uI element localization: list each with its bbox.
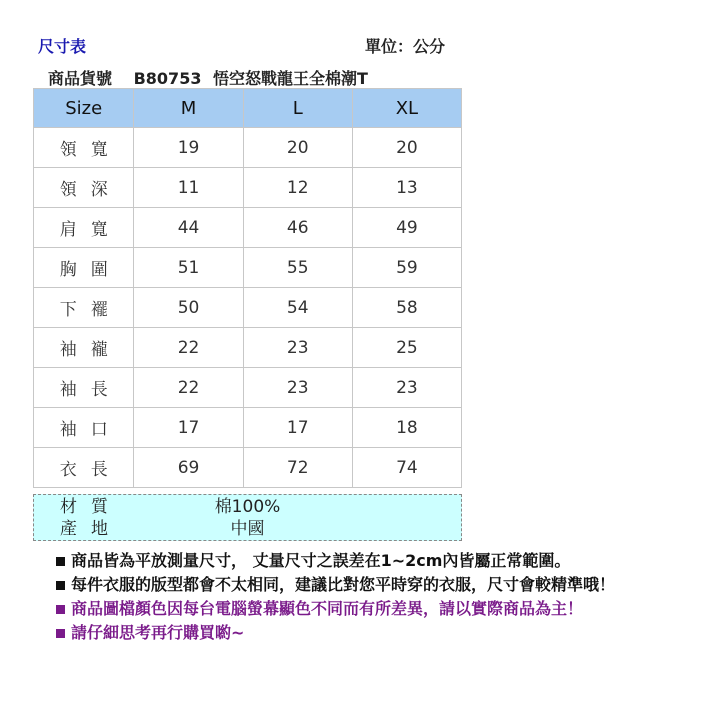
material-origin-box — [33, 494, 462, 541]
cell-value: 22 — [134, 328, 243, 368]
cell-value: 59 — [352, 248, 461, 288]
row-label: 領深 — [34, 168, 134, 208]
row-label: 袖長 — [34, 368, 134, 408]
size-table — [33, 88, 462, 488]
row-label: 袖口 — [34, 408, 134, 448]
cell-value: 54 — [243, 288, 352, 328]
cell-value: 25 — [352, 328, 461, 368]
product-code-label: 商品貨號 — [48, 69, 113, 88]
cell-value: 23 — [352, 368, 461, 408]
note-text: 商品圖檔顏色因每台電腦螢幕顯色不同而有所差異，請以實際商品為主！ — [71, 599, 584, 618]
cell-value: 11 — [134, 168, 243, 208]
cell-value: 12 — [243, 168, 352, 208]
row-label: 肩寬 — [34, 208, 134, 248]
row-label: 下襬 — [34, 288, 134, 328]
origin-row — [34, 518, 461, 540]
header-xl: XL — [352, 89, 461, 128]
bullet-square-icon — [56, 605, 65, 614]
cell-value: 19 — [134, 128, 243, 168]
origin-label: 產地 — [60, 519, 122, 539]
row-label: 袖襱 — [34, 328, 134, 368]
header-m: M — [134, 89, 243, 128]
bullet-square-icon — [56, 581, 65, 590]
row-label: 胸圍 — [34, 248, 134, 288]
size-table-header — [34, 89, 462, 128]
note-text: 每件衣服的版型都會不太相同，建議比對您平時穿的衣服，尺寸會較精準哦！ — [71, 575, 616, 594]
product-name: 悟空怒戰龍王全棉潮T — [213, 69, 368, 88]
cell-value: 55 — [243, 248, 352, 288]
row-label: 衣長 — [34, 448, 134, 488]
table-row — [34, 368, 462, 408]
note-item — [56, 549, 615, 573]
table-row — [34, 128, 462, 168]
table-row — [34, 248, 462, 288]
cell-value: 46 — [243, 208, 352, 248]
note-text: 請仔細思考再行購買喲~ — [71, 623, 245, 642]
unit-label: 單位：公分 — [365, 37, 446, 56]
row-label: 領寬 — [34, 128, 134, 168]
cell-value: 17 — [243, 408, 352, 448]
table-row — [34, 208, 462, 248]
cell-value: 58 — [352, 288, 461, 328]
product-code: B80753 — [133, 69, 202, 88]
header-size: Size — [34, 89, 134, 128]
table-row — [34, 448, 462, 488]
cell-value: 51 — [134, 248, 243, 288]
bullet-square-icon — [56, 557, 65, 566]
cell-value: 74 — [352, 448, 461, 488]
cell-value: 20 — [243, 128, 352, 168]
cell-value: 69 — [134, 448, 243, 488]
cell-value: 23 — [243, 328, 352, 368]
cell-value: 23 — [243, 368, 352, 408]
cell-value: 20 — [352, 128, 461, 168]
product-info — [48, 66, 374, 89]
cell-value: 17 — [134, 408, 243, 448]
note-item — [56, 573, 615, 597]
cell-value: 22 — [134, 368, 243, 408]
cell-value: 18 — [352, 408, 461, 448]
note-text: 商品皆為平放測量尺寸， 丈量尺寸之誤差在1~2cm內皆屬正常範圍。 — [71, 551, 571, 570]
material-row — [34, 496, 461, 518]
header-l: L — [243, 89, 352, 128]
table-row — [34, 328, 462, 368]
table-row — [34, 288, 462, 328]
cell-value: 44 — [134, 208, 243, 248]
bullet-square-icon — [56, 629, 65, 638]
page-title: 尺寸表 — [38, 37, 87, 56]
cell-value: 50 — [134, 288, 243, 328]
material-value: 棉100% — [214, 497, 281, 517]
cell-value: 49 — [352, 208, 461, 248]
note-item — [56, 621, 615, 645]
origin-value: 中國 — [230, 519, 265, 539]
table-row — [34, 168, 462, 208]
material-label: 材質 — [60, 497, 122, 517]
table-row — [34, 408, 462, 448]
notes-list — [56, 549, 615, 645]
cell-value: 72 — [243, 448, 352, 488]
cell-value: 13 — [352, 168, 461, 208]
note-item — [56, 597, 615, 621]
